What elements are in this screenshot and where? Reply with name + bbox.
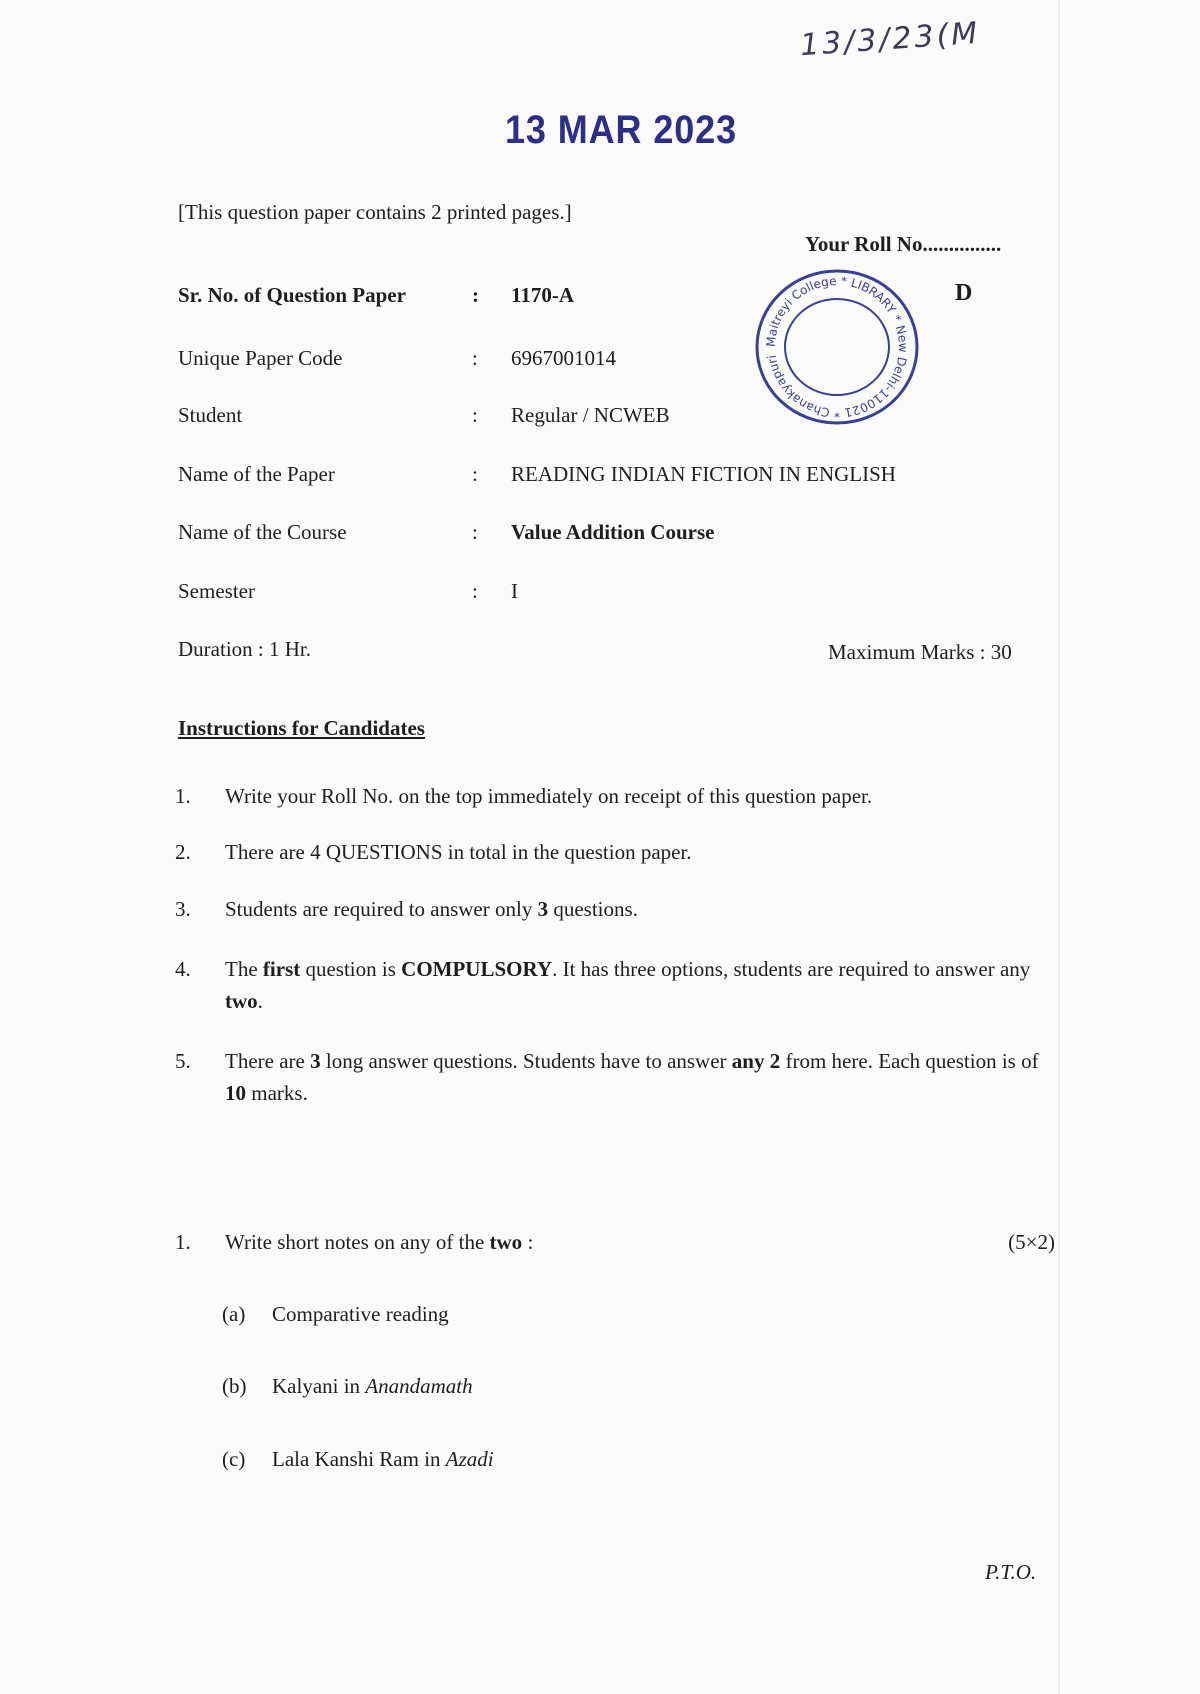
option-text: Kalyani in — [272, 1374, 366, 1398]
printed-pages-note: [This question paper contains 2 printed pages.] — [178, 200, 572, 224]
maximum-marks: Maximum Marks : 30 — [828, 640, 1012, 664]
question-option — [222, 1374, 473, 1399]
date-stamp: 13 MAR 2023 — [505, 108, 738, 152]
question-1 — [175, 1230, 1055, 1255]
instruction-text: There are 4 QUESTIONS in total in the question paper. — [225, 840, 692, 864]
instruction-text: Write your Roll No. on the top immediately on receipt of this question paper. — [225, 784, 873, 808]
instruction-item — [175, 836, 1055, 868]
meta-colon: : — [472, 579, 478, 603]
meta-colon: : — [472, 346, 478, 370]
meta-colon: : — [472, 520, 478, 544]
meta-label: Name of the Paper — [178, 462, 335, 486]
meta-colon: : — [472, 403, 478, 427]
question-option — [222, 1302, 449, 1327]
meta-label: Unique Paper Code — [178, 346, 343, 370]
option-label: (a) — [222, 1302, 246, 1326]
meta-value: 6967001014 — [511, 346, 616, 370]
meta-colon: : — [472, 283, 479, 307]
meta-label: Name of the Course — [178, 520, 347, 544]
handwritten-date-note: 13/3/23(M — [798, 15, 982, 64]
question-text: Write short notes on any of the two : — [225, 1230, 534, 1254]
option-title-italic: Anandamath — [365, 1374, 473, 1398]
meta-value: READING INDIAN FICTION IN ENGLISH — [511, 462, 896, 486]
please-turn-over: P.T.O. — [985, 1560, 1037, 1584]
meta-label: Sr. No. of Question Paper — [178, 283, 406, 307]
instruction-item — [175, 953, 1055, 1017]
instruction-number: 2. — [175, 840, 191, 864]
instructions-heading: Instructions for Candidates — [178, 716, 425, 740]
duration: Duration : 1 Hr. — [178, 637, 311, 661]
meta-label: Student — [178, 403, 243, 427]
instruction-number: 4. — [175, 957, 191, 981]
scan-edge-shadow — [1058, 0, 1060, 1694]
option-text: Comparative reading — [272, 1302, 449, 1326]
meta-colon: : — [472, 462, 478, 486]
question-marks: (5×2) — [1008, 1230, 1055, 1254]
instruction-number: 5. — [175, 1049, 191, 1073]
option-title-italic: Azadi — [445, 1447, 494, 1471]
option-label: (c) — [222, 1447, 246, 1471]
seal-text: Maitreyi College * LIBRARY * New Delhi-110021 * Chanakyapuri — [763, 273, 911, 421]
instruction-text: The first question is COMPULSORY. It has three options, students are required to answer any two. — [225, 957, 1031, 1013]
roll-number-field: Your Roll No............... — [805, 232, 1002, 256]
meta-value: 1170-A — [511, 283, 574, 307]
library-seal-stamp — [752, 262, 922, 432]
instruction-item — [175, 780, 1055, 812]
instruction-number: 3. — [175, 897, 191, 921]
instruction-number: 1. — [175, 784, 191, 808]
meta-label: Semester — [178, 579, 255, 603]
option-label: (b) — [222, 1374, 247, 1398]
option-text: Lala Kanshi Ram in — [272, 1447, 446, 1471]
instruction-item — [175, 893, 1055, 925]
meta-value: I — [511, 579, 518, 603]
meta-value: Regular / NCWEB — [511, 403, 670, 427]
question-number: 1. — [175, 1230, 191, 1254]
set-letter: D — [955, 280, 973, 306]
instruction-item — [175, 1045, 1055, 1109]
question-option — [222, 1447, 494, 1472]
meta-value: Value Addition Course — [511, 520, 715, 544]
instruction-text: Students are required to answer only 3 questions. — [225, 897, 638, 921]
instruction-text: There are 3 long answer questions. Students have to answer any 2 from here. Each question is of 10 marks. — [225, 1049, 1039, 1105]
